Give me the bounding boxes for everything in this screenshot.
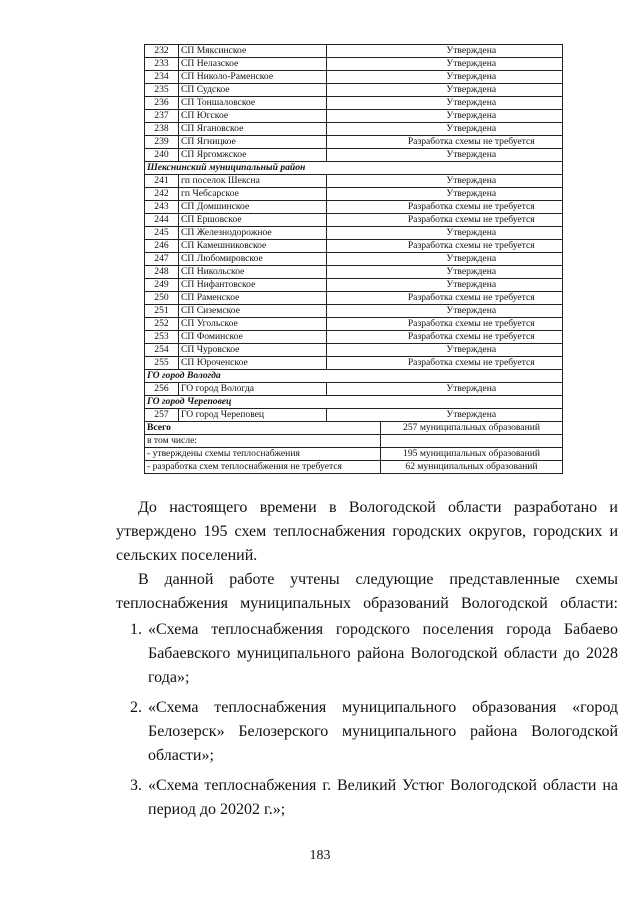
municipality-name: гп Чебсарское [179,188,327,201]
row-number: 250 [145,292,179,305]
table-row [145,409,563,422]
scheme-status: Утверждена [381,279,563,292]
row-number: 241 [145,175,179,188]
empty-cell [327,201,381,214]
municipality-name: СП Фоминское [179,331,327,344]
municipality-name: СП Угольское [179,318,327,331]
empty-cell [327,357,381,370]
municipality-name: СП Нифантовское [179,279,327,292]
row-number: 239 [145,136,179,149]
totals-value: 257 муниципальных образований [381,422,563,435]
row-number: 233 [145,58,179,71]
table-row [145,383,563,396]
totals-label: - разработка схем теплоснабжения не требуется [145,461,381,474]
list-item: 1. «Схема теплоснабжения городского поселения города Бабаево Бабаевского муниципального района Вологодской области до 2028 года»; [146,618,618,690]
municipality-name: СП Раменское [179,292,327,305]
scheme-status: Разработка схемы не требуется [381,240,563,253]
empty-cell [327,71,381,84]
table-row [145,97,563,110]
empty-cell [327,136,381,149]
municipal-schemes-table [144,44,563,474]
section-title: Шекснинский муниципальный район [145,162,563,175]
empty-cell [327,305,381,318]
totals-label: Всего [145,422,381,435]
empty-cell [327,188,381,201]
municipality-name: СП Домшинское [179,201,327,214]
table-row [145,84,563,97]
empty-cell [327,227,381,240]
row-number: 235 [145,84,179,97]
empty-cell [327,149,381,162]
municipality-name: СП Ершовское [179,214,327,227]
empty-cell [327,240,381,253]
municipality-name: СП Сиземское [179,305,327,318]
scheme-status: Разработка схемы не требуется [381,136,563,149]
scheme-status: Утверждена [381,123,563,136]
empty-cell [327,344,381,357]
municipality-name: СП Мяксинское [179,45,327,58]
scheme-status: Разработка схемы не требуется [381,357,563,370]
empty-cell [327,318,381,331]
list-item: 3. «Схема теплоснабжения г. Великий Устюг Вологодской области на период до 20202 г.»; [146,774,618,822]
empty-cell [327,97,381,110]
row-number: 243 [145,201,179,214]
municipality-name: гп поселок Шексна [179,175,327,188]
municipality-name: СП Железнодорожное [179,227,327,240]
row-number: 256 [145,383,179,396]
totals-row [145,448,563,461]
scheme-status: Разработка схемы не требуется [381,214,563,227]
totals-label: в том числе: [145,435,381,448]
table-row [145,110,563,123]
scheme-status: Разработка схемы не требуется [381,318,563,331]
empty-cell [327,110,381,123]
totals-value: 195 муниципальных образований [381,448,563,461]
empty-cell [327,214,381,227]
scheme-status: Утверждена [381,84,563,97]
table-row [145,227,563,240]
table-body [145,45,563,474]
table-row [145,240,563,253]
row-number: 237 [145,110,179,123]
empty-cell [327,409,381,422]
scheme-status: Утверждена [381,175,563,188]
table-row [145,266,563,279]
row-number: 232 [145,45,179,58]
row-number: 242 [145,188,179,201]
empty-cell [327,331,381,344]
table-row [145,71,563,84]
table-row [145,331,563,344]
table-row [145,214,563,227]
list-item: 2. «Схема теплоснабжения муниципального образования «город Белозерск» Белозерского муниципального района Вологодской области»; [146,696,618,768]
empty-cell [327,292,381,305]
scheme-status: Утверждена [381,409,563,422]
table-row [145,357,563,370]
municipality-name: СП Чуровское [179,344,327,357]
table-row [145,149,563,162]
body-text [116,496,618,828]
table-row [145,123,563,136]
table-row [145,305,563,318]
scheme-status: Утверждена [381,344,563,357]
empty-cell [327,84,381,97]
totals-row [145,461,563,474]
empty-cell [327,58,381,71]
empty-cell [327,123,381,136]
municipality-name: СП Николо-Раменское [179,71,327,84]
scheme-status: Утверждена [381,45,563,58]
scheme-status: Утверждена [381,97,563,110]
row-number: 257 [145,409,179,422]
totals-label: - утверждены схемы теплоснабжения [145,448,381,461]
scheme-status: Утверждена [381,188,563,201]
row-number: 252 [145,318,179,331]
empty-cell [327,279,381,292]
schemes-list [116,618,618,822]
row-number: 240 [145,149,179,162]
scheme-status: Утверждена [381,266,563,279]
section-title: ГО город Вологда [145,370,563,383]
empty-cell [327,45,381,58]
scheme-status: Разработка схемы не требуется [381,331,563,344]
table-row [145,279,563,292]
scheme-status: Утверждена [381,110,563,123]
row-number: 249 [145,279,179,292]
section-title: ГО город Череповец [145,396,563,409]
empty-cell [327,383,381,396]
table-row [145,292,563,305]
scheme-status: Разработка схемы не требуется [381,292,563,305]
row-number: 238 [145,123,179,136]
municipality-name: СП Яргомжское [179,149,327,162]
table-row [145,344,563,357]
row-number: 234 [145,71,179,84]
municipality-name: СП Тоншаловское [179,97,327,110]
table-section-row [145,370,563,383]
municipality-name: СП Любомировское [179,253,327,266]
totals-row [145,435,563,448]
table-row [145,58,563,71]
table-row [145,188,563,201]
municipality-name: СП Югское [179,110,327,123]
municipality-name: СП Камешниковское [179,240,327,253]
table-row [145,45,563,58]
row-number: 236 [145,97,179,110]
municipality-name: СП Ягницкое [179,136,327,149]
table-section-row [145,396,563,409]
row-number: 244 [145,214,179,227]
municipality-name: ГО город Вологда [179,383,327,396]
scheme-status: Утверждена [381,253,563,266]
municipality-name: СП Ягановское [179,123,327,136]
municipality-name: СП Судское [179,84,327,97]
totals-value [381,435,563,448]
row-number: 248 [145,266,179,279]
scheme-status: Утверждена [381,149,563,162]
municipality-name: СП Нелазское [179,58,327,71]
table-row [145,253,563,266]
municipality-name: СП Юроченское [179,357,327,370]
scheme-status: Утверждена [381,383,563,396]
empty-cell [327,175,381,188]
paragraph-intro: В данной работе учтены следующие представленные схемы теплоснабжения муниципальных образований Вологодской области: [116,571,618,612]
page-number: 183 [309,848,331,863]
row-number: 251 [145,305,179,318]
table-row [145,318,563,331]
row-number: 254 [145,344,179,357]
scheme-status: Утверждена [381,227,563,240]
municipality-name: СП Никольское [179,266,327,279]
row-number: 246 [145,240,179,253]
scheme-status: Разработка схемы не требуется [381,201,563,214]
row-number: 255 [145,357,179,370]
totals-row [145,422,563,435]
paragraph-summary: До настоящего времени в Вологодской области разработано и утверждено 195 схем теплоснабжения городских округов, городских и сельских поселений. [116,499,618,564]
empty-cell [327,253,381,266]
empty-cell [327,266,381,279]
municipality-name: ГО город Череповец [179,409,327,422]
scheme-status: Утверждена [381,305,563,318]
scheme-status: Утверждена [381,71,563,84]
row-number: 253 [145,331,179,344]
row-number: 247 [145,253,179,266]
table-row [145,201,563,214]
totals-value: 62 муниципальных образований [381,461,563,474]
table-row [145,175,563,188]
table-row [145,136,563,149]
table-section-row [145,162,563,175]
scheme-status: Утверждена [381,58,563,71]
row-number: 245 [145,227,179,240]
